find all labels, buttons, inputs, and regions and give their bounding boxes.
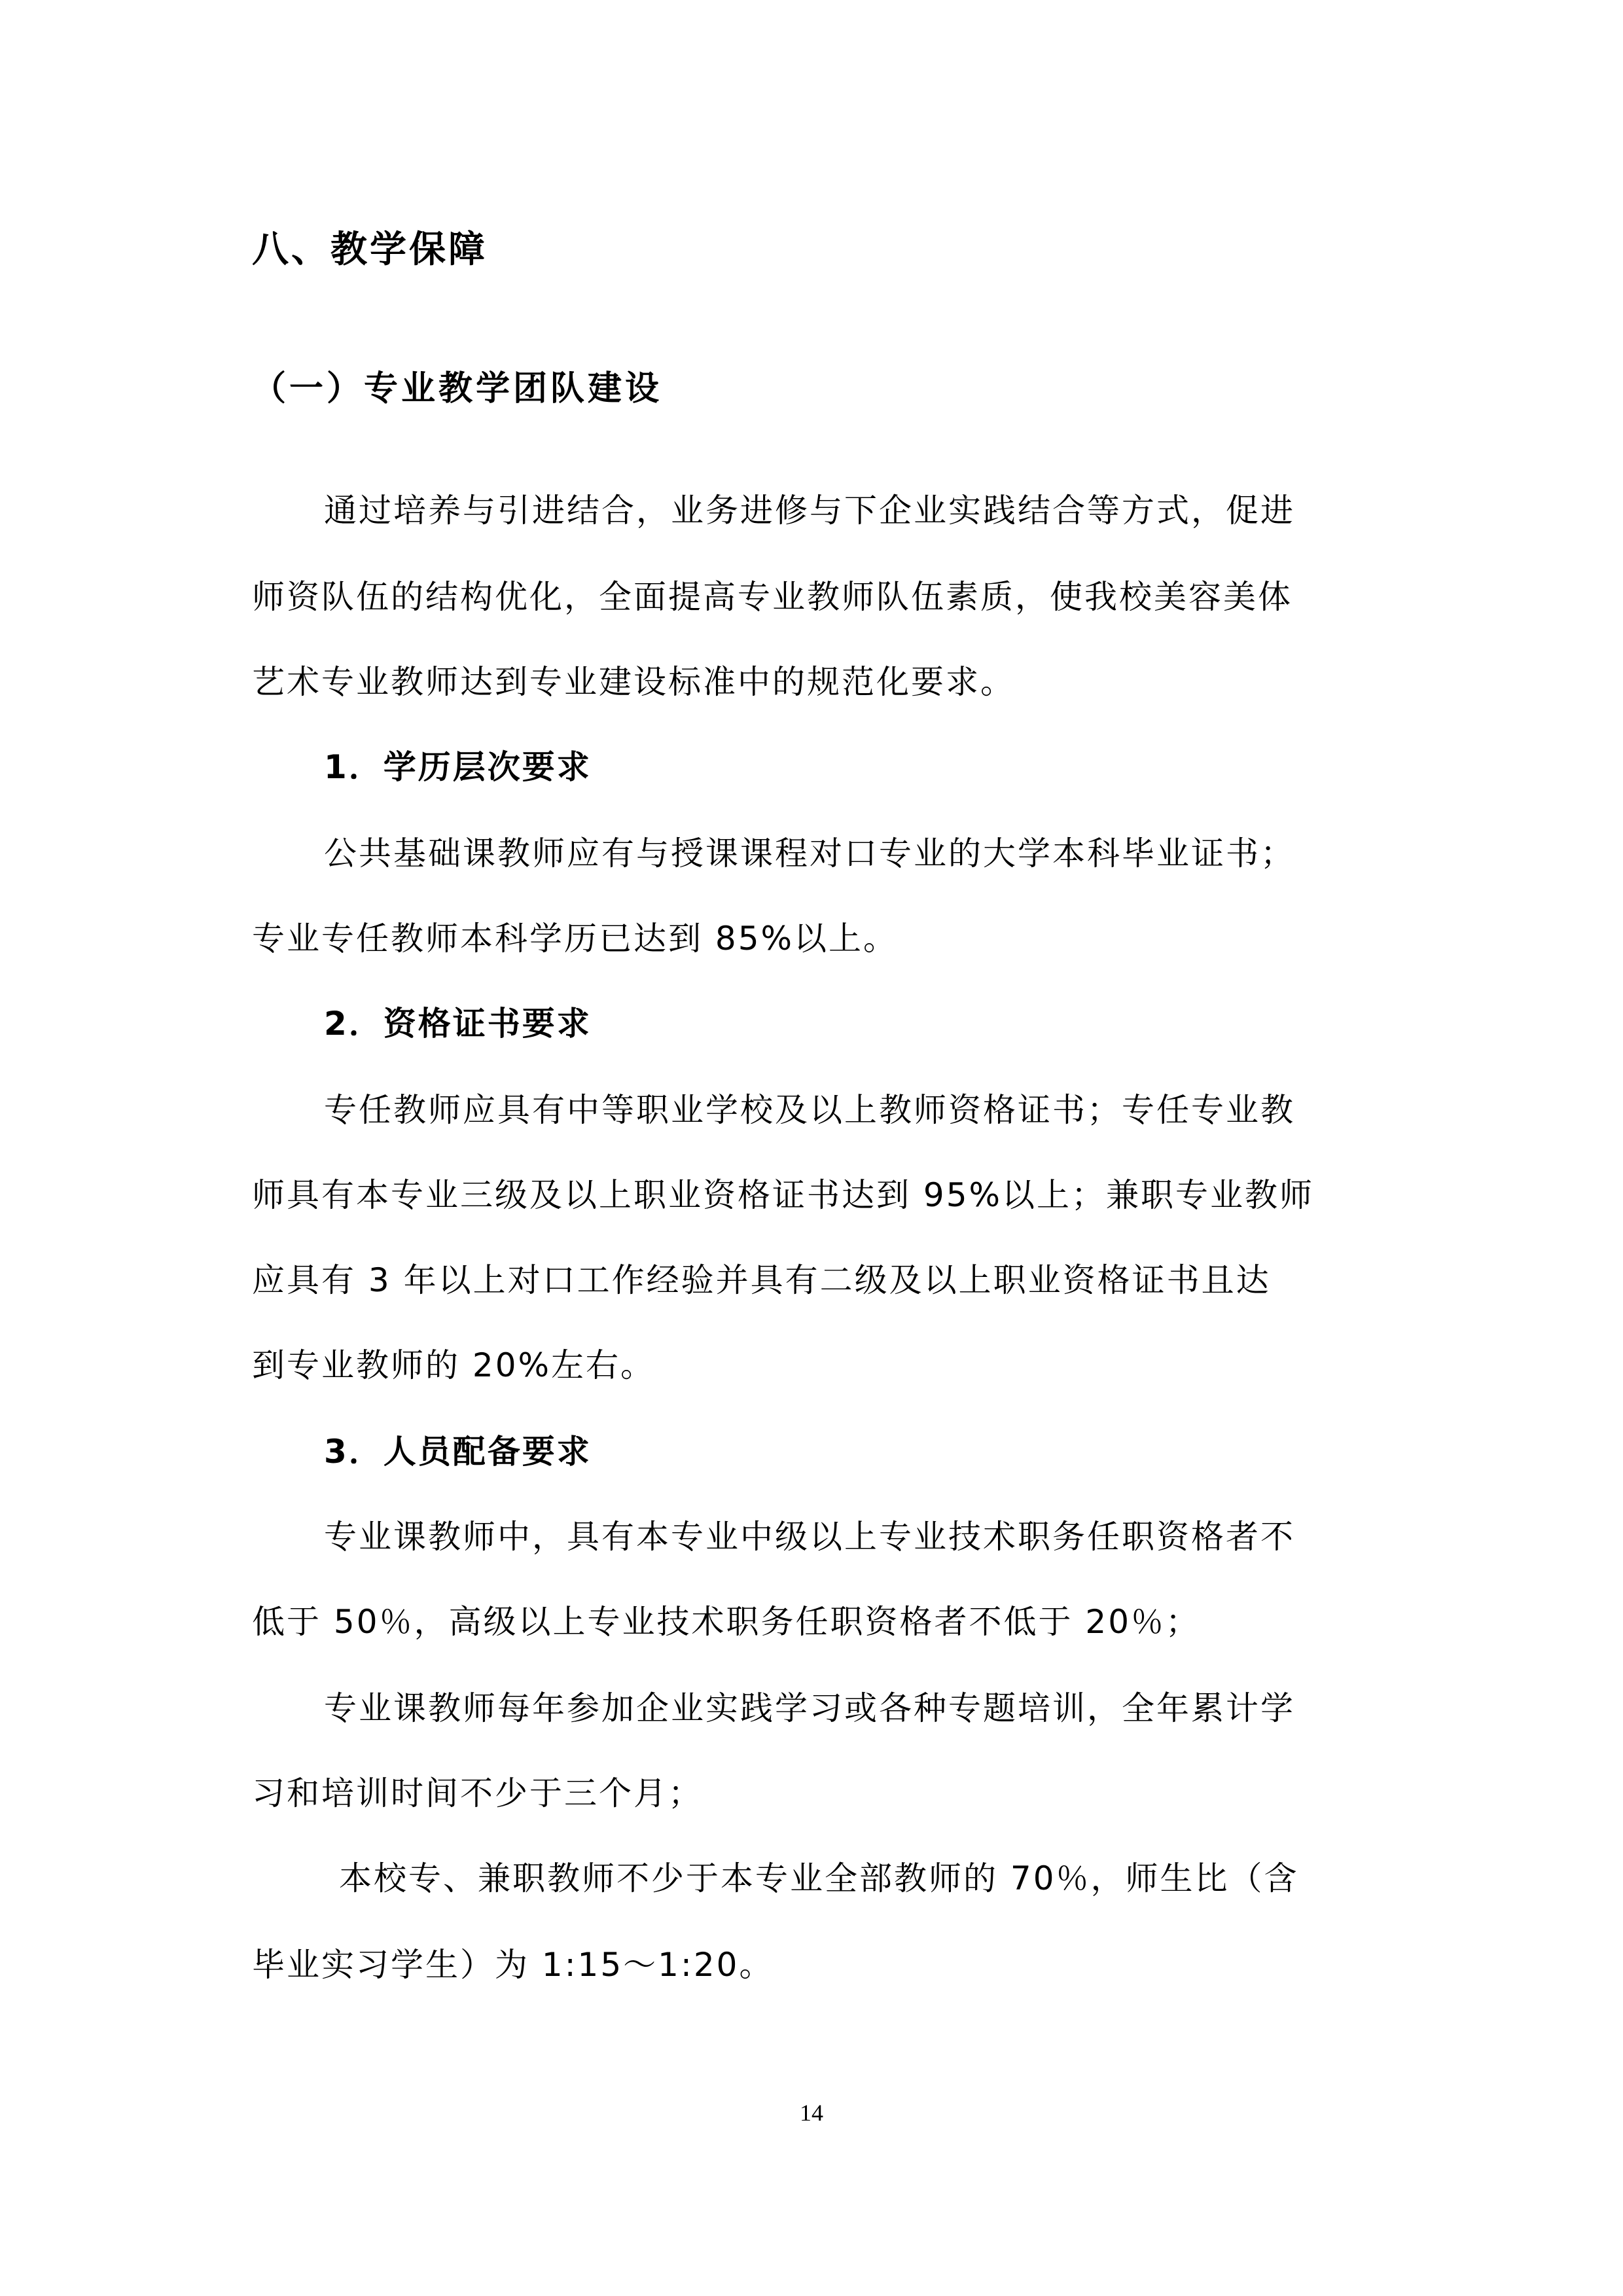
paragraph-line: 毕业实习学生）为 1:15～1:20。: [252, 1946, 774, 1984]
page-number: 14: [800, 2100, 823, 2126]
paragraph-line: 本校专、兼职教师不少于本专业全部教师的 70％，师生比（含: [339, 1859, 1299, 1897]
paragraph-line: 专任教师应具有中等职业学校及以上教师资格证书；专任专业教: [324, 1091, 1295, 1129]
paragraph-line: 专业课教师每年参加企业实践学习或各种专题培训，全年累计学: [324, 1689, 1295, 1727]
paragraph-line: 专业专任教师本科学历已达到 85%以上。: [252, 920, 899, 958]
item-heading: 2．资格证书要求: [324, 1005, 592, 1043]
subsection-title: （一）专业教学团队建设: [252, 369, 663, 408]
item-heading: 3．人员配备要求: [324, 1433, 592, 1471]
item-heading: 1．学历层次要求: [324, 748, 592, 786]
section-title: 八、教学保障: [252, 228, 488, 271]
paragraph-line: 低于 50％，高级以上专业技术职务任职资格者不低于 20％；: [252, 1603, 1201, 1641]
paragraph-line: 专业课教师中，具有本专业中级以上专业技术职务任职资格者不: [324, 1518, 1295, 1556]
paragraph-line: 公共基础课教师应有与授课课程对口专业的大学本科毕业证书；: [324, 834, 1295, 872]
paragraph-line: 习和培训时间不少于三个月；: [252, 1774, 703, 1812]
paragraph-line: 应具有 3 年以上对口工作经验并具有二级及以上职业资格证书且达: [252, 1261, 1271, 1299]
paragraph-line: 艺术专业教师达到专业建设标准中的规范化要求。: [252, 663, 1015, 701]
paragraph-line: 通过培养与引进结合，业务进修与下企业实践结合等方式，促进: [324, 492, 1295, 529]
paragraph-line: 师具有本专业三级及以上职业资格证书达到 95%以上；兼职专业教师: [252, 1176, 1315, 1214]
paragraph-line: 师资队伍的结构优化，全面提高专业教师队伍素质，使我校美容美体: [252, 578, 1293, 616]
paragraph-line: 到专业教师的 20%左右。: [252, 1346, 656, 1384]
